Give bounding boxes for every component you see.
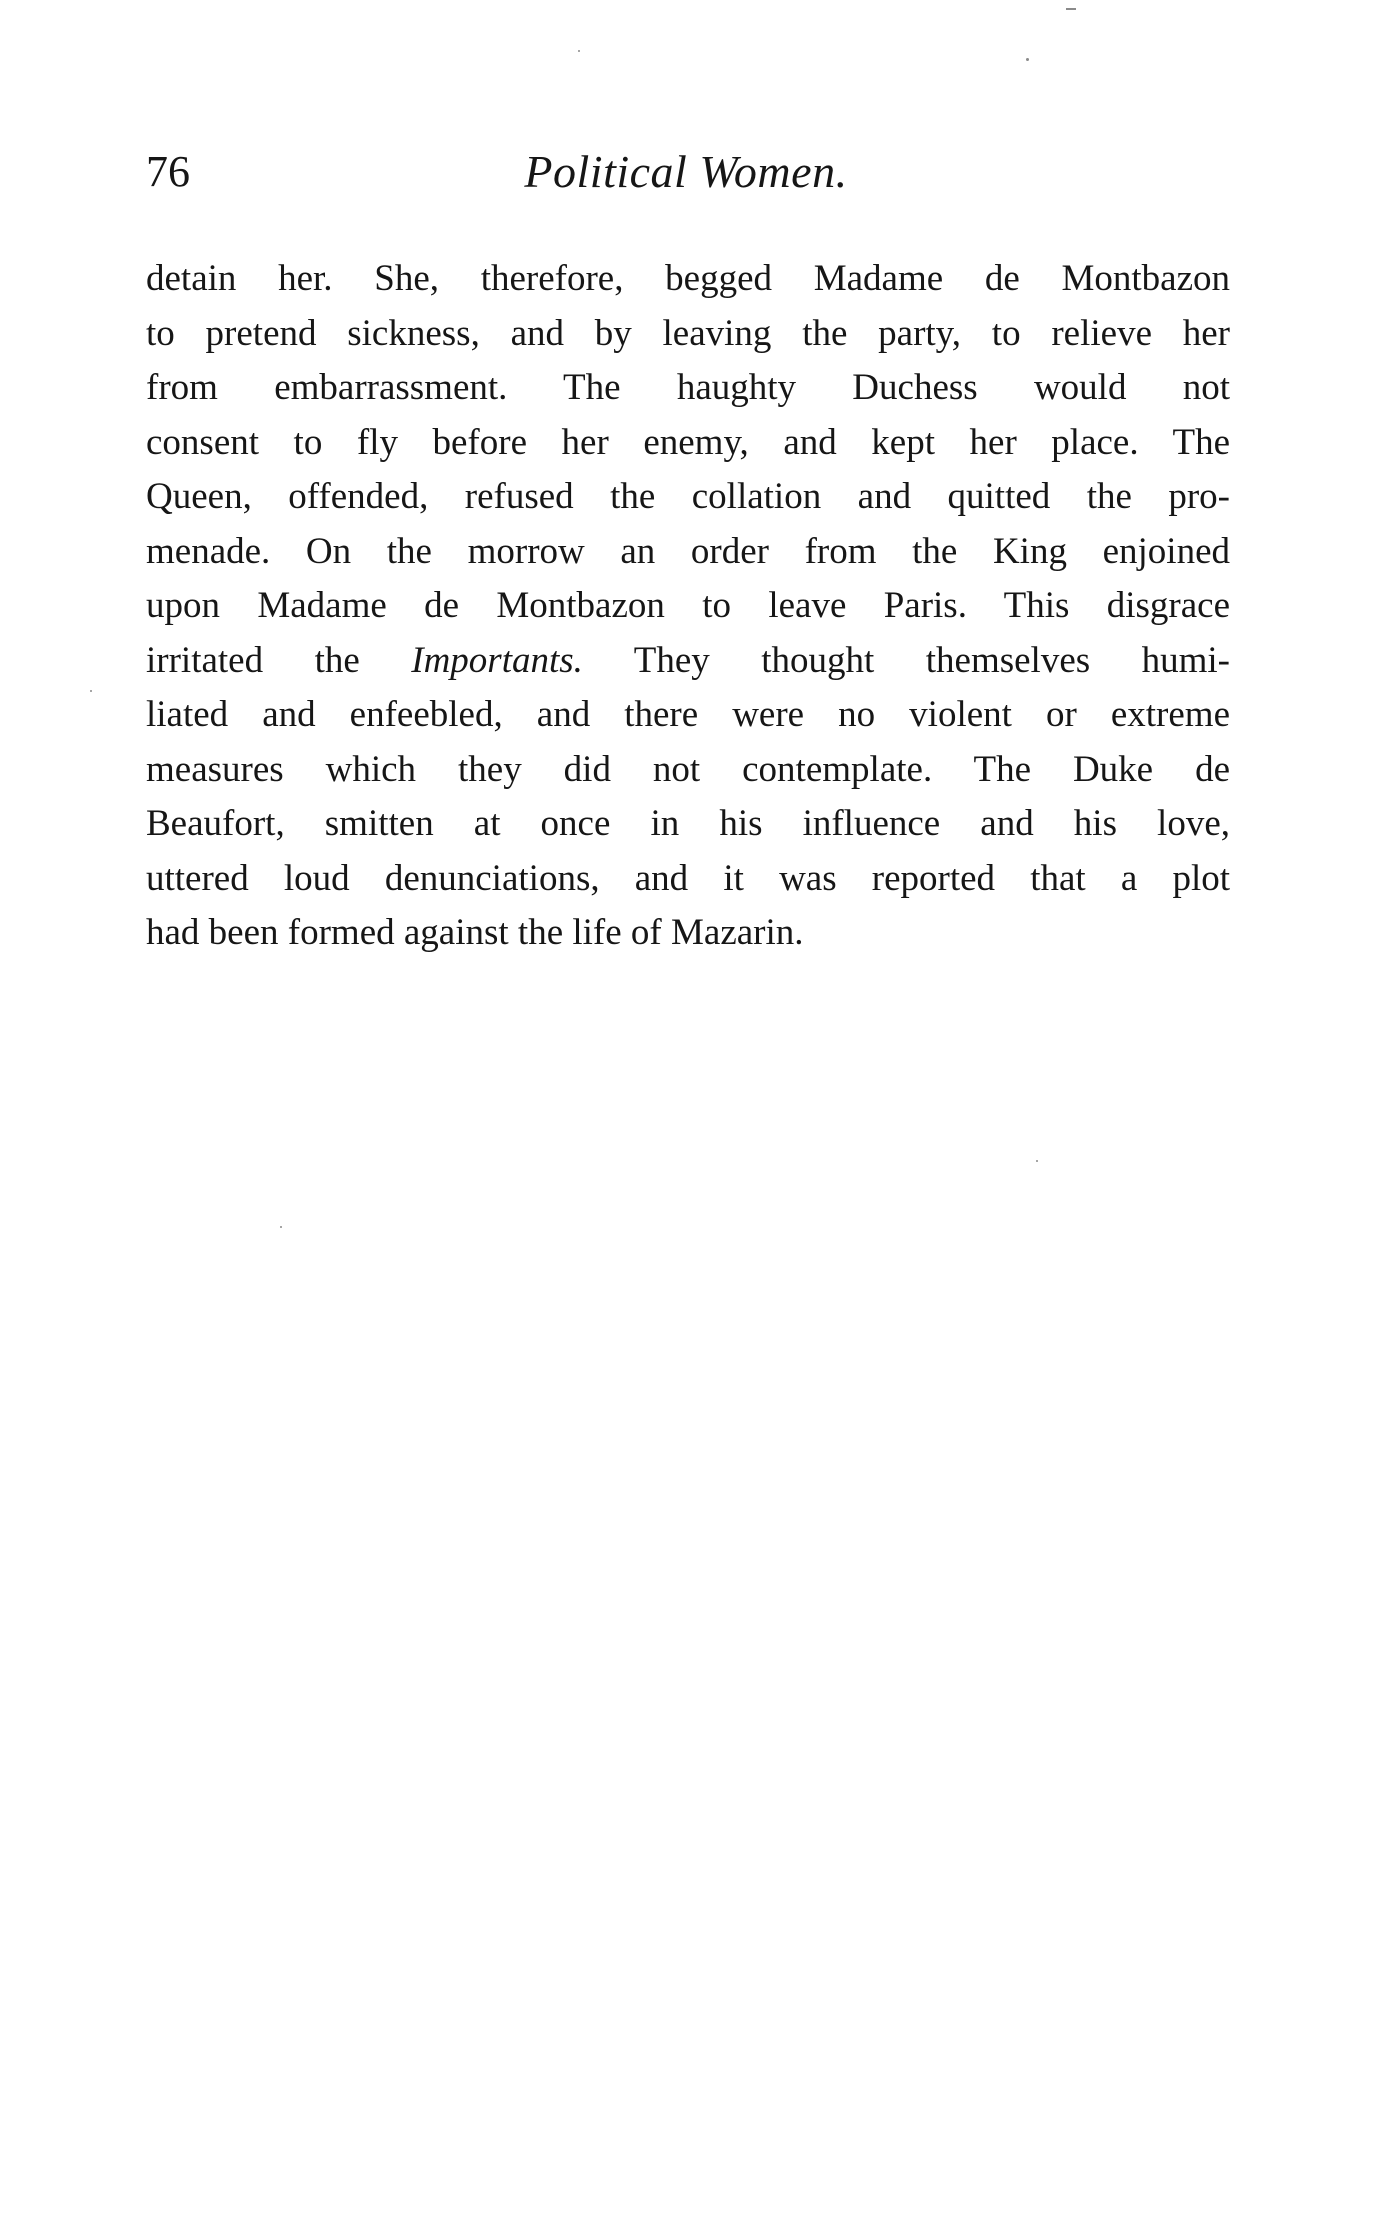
speck — [280, 1226, 282, 1228]
running-title: Political Women. — [524, 146, 848, 197]
body-paragraph — [146, 252, 1230, 961]
text-line: liated and enfeebled, and there were no violent or extreme — [146, 694, 1230, 735]
text-line: measures which they did not contemplate. The Duke de — [146, 748, 1230, 790]
text-run: They thought themselves humi- — [582, 639, 1231, 681]
running-head — [146, 142, 1226, 202]
speck — [90, 690, 92, 692]
text-line: detain her. She, therefore, begged Madame de Montbazon — [146, 258, 1230, 299]
speck — [578, 50, 580, 52]
text-line: had been formed against the life of Mazarin. — [146, 912, 804, 953]
italic-term: Importants. — [411, 639, 583, 681]
text-line: from embarrassment. The haughty Duchess would not — [146, 367, 1230, 408]
text-line: upon Madame de Montbazon to leave Paris. This disgrace — [146, 585, 1230, 626]
text-line: consent to fly before her enemy, and kept her place. The — [146, 421, 1230, 463]
speck — [1026, 58, 1029, 61]
speck — [1066, 8, 1076, 10]
speck — [1036, 1160, 1038, 1162]
text-line — [146, 634, 1230, 689]
text-line: Queen, offended, refused the collation and quitted the pro- — [146, 476, 1230, 517]
text-line: to pretend sickness, and by leaving the party, to relieve her — [146, 312, 1230, 354]
text-line: Beaufort, smitten at once in his influence and his love, — [146, 803, 1230, 844]
page-number: 76 — [146, 147, 190, 196]
text-line: menade. On the morrow an order from the King enjoined — [146, 530, 1230, 572]
text-line: uttered loud denunciations, and it was reported that a plot — [146, 857, 1230, 899]
text-run: irritated the — [146, 639, 412, 681]
